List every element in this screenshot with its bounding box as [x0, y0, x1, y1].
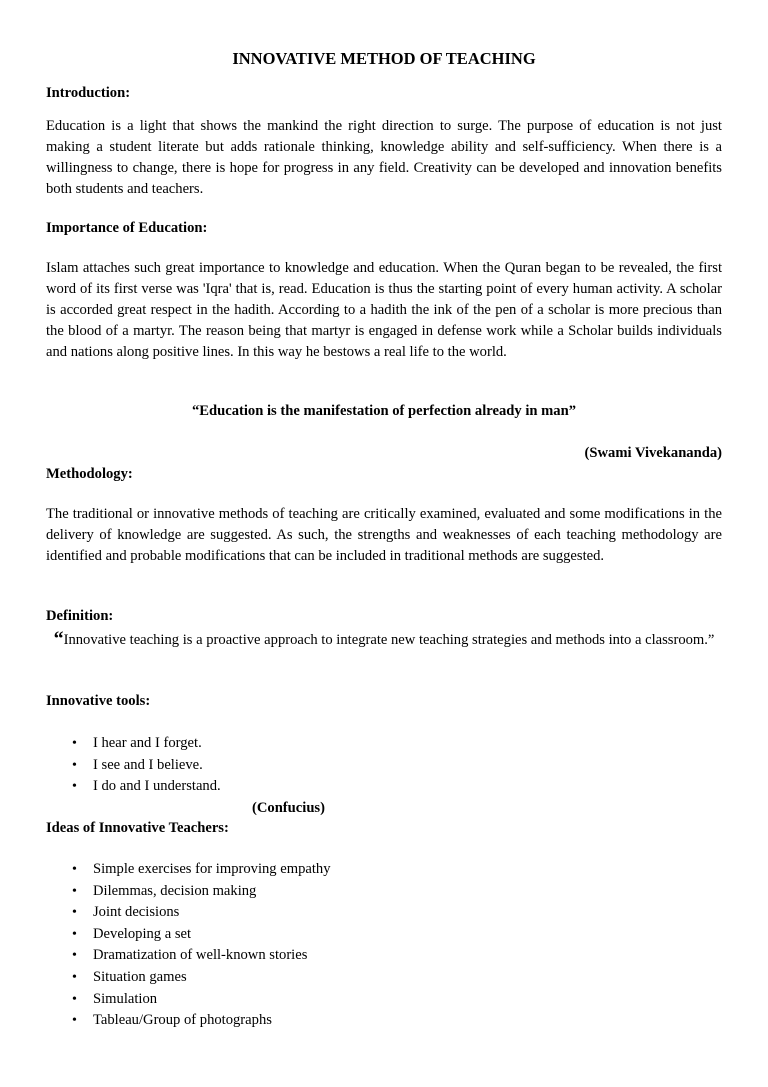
definition-quote — [46, 629, 722, 651]
list-item: • Developing a set — [93, 924, 331, 946]
list-item: • Situation games — [93, 967, 331, 989]
importance-heading: Importance of Education: — [46, 220, 208, 236]
innovative-tools-list — [93, 733, 221, 798]
methodology-heading: Methodology: — [46, 466, 133, 482]
list-item: • I do and I understand. — [93, 776, 221, 798]
list-item: • Dilemmas, decision making — [93, 881, 331, 903]
list-item: • I hear and I forget. — [93, 733, 221, 755]
definition-text: Innovative teaching is a proactive approach to integrate new teaching strategies and methods into a classroom.” — [63, 632, 715, 648]
document-title: INNOVATIVE METHOD OF TEACHING — [232, 49, 536, 68]
vivekananda-quote: “Education is the manifestation of perfection already in man” — [191, 403, 577, 419]
list-item: • Dramatization of well-known stories — [93, 945, 331, 967]
list-item: • Joint decisions — [93, 902, 331, 924]
importance-paragraph: Islam attaches such great importance to knowledge and education. When the Quran began to be revealed, the first word of its first verse was 'Iqra' that is, read. Education is thus the starting point of every human activity. A scholar is accorded great respect in the hadith. According to a hadith the ink of the pen of a scholar is more precious than the blood of a martyr. The reason being that martyr is engaged in defense work while a Scholar builds individuals and nations along positive lines. In this way he bestows a real life to the world. — [46, 260, 722, 360]
methodology-paragraph: The traditional or innovative methods of teaching are critically examined, evaluated and some modifications in the delivery of knowledge are suggested. As such, the strengths and weaknesses of each teaching methodology are identified and probable modifications that can be included in traditional methods are suggested. — [46, 506, 722, 564]
innovative-tools-heading: Innovative tools: — [46, 693, 151, 709]
ideas-heading: Ideas of Innovative Teachers: — [46, 820, 229, 836]
ideas-list — [93, 859, 331, 1032]
quote-author: (Swami Vivekananda) — [584, 445, 722, 461]
list-item: • Simple exercises for improving empathy — [93, 859, 331, 881]
list-item: • Tableau/Group of photographs — [93, 1010, 331, 1032]
list-item: • Simulation — [93, 989, 331, 1011]
introduction-paragraph: Education is a light that shows the mankind the right direction to surge. The purpose of education is not just making a student literate but adds rationale thinking, knowledge ability and self-sufficiency. When there is a willingness to change, there is hope for progress in any field. Creativity can be developed and innovation benefits both students and teachers. — [46, 118, 722, 197]
open-quote-mark: “ — [53, 628, 64, 650]
list-item: • I see and I believe. — [93, 755, 221, 777]
introduction-heading: Introduction: — [46, 85, 131, 101]
definition-heading: Definition: — [46, 608, 114, 624]
confucius-attribution: (Confucius) — [252, 800, 325, 816]
